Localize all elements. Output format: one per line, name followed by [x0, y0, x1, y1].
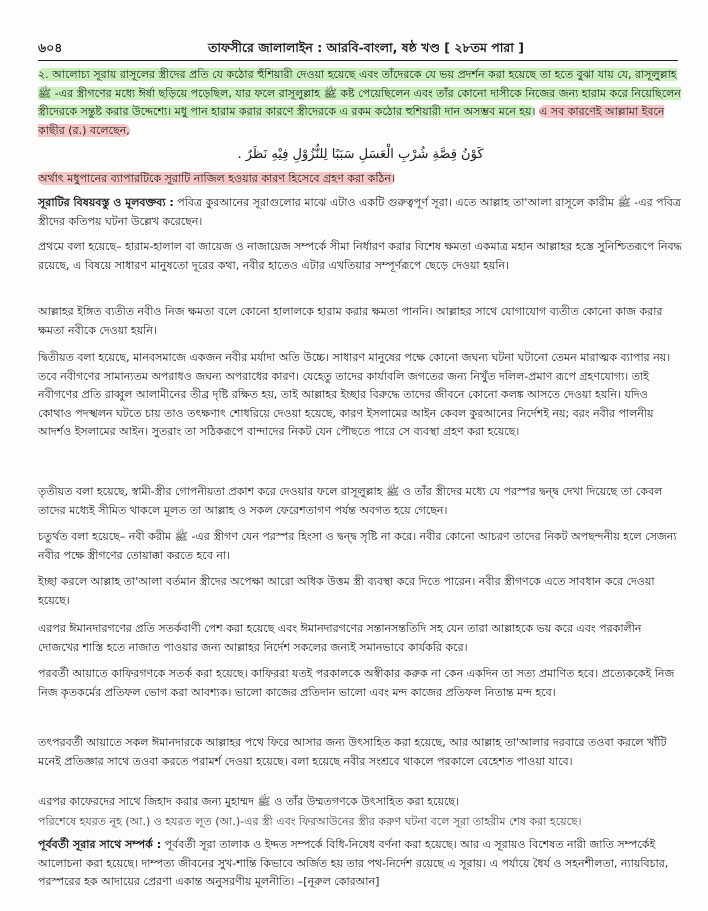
red-highlight-inline: এ সব কারণেই আল্লামা ইবনে কাছীর (র.) বলেছেন,	[38, 105, 665, 137]
paragraph-third: দ্বিতীয়ত বলা হয়েছে, মানবসমাজে একজন নবীর মর্যাদা অতি উচ্চে। সাধারণ মানুষের পক্ষে কোনো জঘন্য ঘটনা ঘটানো তেমন মারাত্মক ব্যাপার নয়। তবে নবীগণের সামান্যতম অপরাধও জঘন্য অপরাধের কারণ। যেহেতু তাদের কার্যাবলি জগতের জন্য নিখুঁত দলিল-প্রমাণ রূপে গ্রহণযোগ্য। তাই নবীগণের প্রতি রাব্বুল আলামীনের তীব্র দৃষ্টি রক্ষিত হয়, তাই আল্লাহর ইচ্ছার বিরুদ্ধে তাদের জীবনে কোনো কলঙ্ক আসতে দেওয়া হয়নি। যদিও কোথাও পদস্খলন ঘটতে চায় তাও তৎক্ষণাৎ শোধরিয়ে দেওয়া হয়েছে, কারণ ইসলামের আইন কেবল কুরআনের নির্দেশই নয়; বরং নবীর পালনীয় আদর্শও ইসলামের আইন। সুতরাং তা সঠিকরূপে বান্দাদের নিকট যেন পৌছতে পারে সে ব্যবস্থা গ্রহণ করা হয়েছে।	[38, 351, 671, 439]
paragraph-fifth: চতুর্থত বলা হয়েছে– নবী করীম ﷺ -এর স্ত্রীগণ যেন পরস্পর হিংসা ও দ্বন্দ্ব সৃষ্টি না করে। নবীর কোনো আচরণ তাদের নিকট অপছন্দনীয় হলে সেজন্য নবীর পক্ষে স্ত্রীগণের তোয়াক্কা করতে হবে না।	[38, 530, 677, 562]
paragraph-first: প্রথমে বলা হয়েছে– হারাম-হালাল বা জায়েজ ও নাজায়েজ সম্পর্কে সীমা নির্ধারণ করার বিশেষ ক্ষমতা একমাত্র মহান আল্লাহর হস্তে সুনিশ্চিতরূপে নিবদ্ধ রয়েছে, এ বিষয়ে সাধারণ মানুষতো দূরের কথা, নবীর হাতেও এটার এখতিয়ার সম্পূর্ণরূপে ছেড়ে দেওয়া হয়নি।	[38, 240, 682, 272]
red-highlight-line: অর্থাৎ মধুপানের ব্যাপারটিকে সূরাটি নাজিল হওয়ার কারণ হিসেবে গ্রহণ করা কঠিন।	[38, 172, 395, 185]
relation-text: পূর্ববর্তী সূরা তালাক ও ইদ্দত সম্পর্কে বিধি-নিষেধ বর্ণনা করা হয়েছে। আর এ সূরায়ও বিশেষত নারী জাতি সম্পর্কেই আলোচনা করা হয়েছে। দাম্পত্য জীবনের সুখ-শান্তি কিভাবে অর্জিত হয় তার পথ-নির্দেশ রয়েছে এ সূরায়। এ পর্যায়ে ধৈর্য ও সহনশীলতা, ন্যায়বিচার, পরস্পরের হক আদায়ের প্রেরণা একান্ত অনুসরণীয় মূলনীতি। –[নূরুল কোরআন]	[38, 838, 669, 889]
paragraph-second: আল্লাহর ইঙ্গিত ব্যতীত নবীও নিজ ক্ষমতা বলে কোনো হালালকে হারাম করার ক্ষমতা পাননি। আল্লাহর সাথে যোগাযোগ ব্যতীত কোনো কাজ করার ক্ষমতা নবীকে দেওয়া হয়নি।	[38, 305, 663, 337]
paragraph-fourth: তৃতীয়ত বলা হয়েছে, স্বামী-স্ত্রীর গোপনীয়তা প্রকাশ করে দেওয়ার ফলে রাসূলুল্লাহ ﷺ ও তাঁর স্ত্রীদের মধ্যে যে পরস্পর দ্বন্দ্ব দেখা দিয়েছে তা কেবল তাদের মধ্যেই সীমিত থাকলে মূলত তা আল্লাহ ও সকল ফেরেশতাগণ পর্যন্ত অবগত হয়ে গেছেন।	[38, 485, 663, 517]
page-number: ৬০৪	[38, 40, 63, 55]
paragraph-seventh: এরপর ঈমানদারগণের প্রতি সতর্কবাণী পেশ করা হয়েছে এবং ঈমানদারগণের সন্তানসন্ততিদি সহ যেন তারা আল্লাহকে ভয় করে এবং পরকালীন দোজখের শাস্তি হতে নাজাত পাওয়ার জন্য আল্লাহর নির্দেশ সকলের জন্যই সমানভাবে কার্যকরি করে।	[38, 622, 642, 654]
arabic-quote: كَوْنُ قِصَّةِ شُرْبِ الْعَسَلِ سَبَبًا لِلنُّزُوْلِ فِيْهِ نَظَرٌ .	[237, 147, 484, 162]
running-title: তাফসীরে জালালাইন : আরবি-বাংলা, ষষ্ঠ খণ্ড [ ২৮তম পারা ]	[208, 40, 524, 55]
relation-paragraph	[38, 836, 683, 892]
point-two-paragraph	[38, 66, 683, 140]
page-header	[38, 38, 678, 61]
paragraph-eleventh: পরিশেষে হযরত নূহ (আ.) ও হযরত লূত (আ.)-এর স্ত্রী এবং ফিরআউনের স্ত্রীর করুণ ঘটনা বলে সূরা তাহরীম শেষ করা হয়েছে।	[38, 815, 582, 828]
relation-heading: পূর্ববর্তী সূরার সাথে সম্পর্ক :	[38, 838, 162, 851]
subject-heading: সূরাটির বিষয়বস্তু ও মূলবক্তব্য :	[38, 196, 174, 209]
paragraph-eighth: পরবর্তী আয়াতে কাফিরগণকে সতর্ক করা হয়েছে। কাফিররা যতই পরকালকে অস্বীকার করুক না কেন একদিন তা সত্য প্রমাণিত হবে। প্রত্যেককেই নিজ নিজ কৃতকর্মের প্রতিফল ভোগ করা আবশ্যক। ভালো কাজের প্রতিদান ভালো এবং মন্দ কাজের প্রতিফল নিতান্ত মন্দ হবে।	[38, 667, 675, 699]
subject-text: পবিত্র কুরআনের সূরাগুলোর মাঝে এটাও একটি গুরুত্বপূর্ণ সূরা। এতে আল্লাহ তা'আলা রাসূলে কারীম ﷺ -এর পবিত্র স্ত্রীদের কতিপয় ঘটনা উল্লেখ করেছেন।	[38, 196, 681, 228]
paragraph-tenth: এরপর কাফেরদের সাথে জিহাদ করার জন্য মুহাম্মদ ﷺ ও তাঁর উম্মতগণকে উৎসাহিত করা হয়েছে।	[38, 795, 459, 808]
subject-paragraph	[38, 194, 683, 231]
green-highlight-text: ২. আলোচ্য সূরায় রাসূলের স্ত্রীদের প্রতি যে কঠোর হুঁশিয়ারী দেওয়া হয়েছে এবং তাঁদেরকে যে ভয় প্রদর্শন করা হয়েছে তা হতে বুঝা যায় যে, রাসূলুল্লাহ ﷺ -এর স্ত্রীগণের মধ্যে ঈর্ষা ছড়িয়ে পড়েছিল, যার ফলে রাসূলুল্লাহ ﷺ কষ্ট পেয়েছিলেন এবং তাঁর কোনো দাসীকে নিজের জন্য হারাম করে নিয়েছিলেন স্ত্রীদেরকে সন্তুষ্ট করার উদ্দেশ্যে। মধু পান হারাম করার কারণে স্ত্রীদেরকে এ রকম কঠোর হুশিয়ারী দান অসম্ভব মনে হয়।	[38, 68, 681, 119]
paragraph-sixth: ইচ্ছা করলে আল্লাহ তা'আলা বর্তমান স্ত্রীদের অপেক্ষা আরো অধিক উত্তম স্ত্রী ব্যবস্থা করে দিতে পারেন। নবীর স্ত্রীগণকে এতে সাবধান করে দেওয়া হয়েছে।	[38, 575, 655, 607]
paragraph-ninth: তৎপরবর্তী আয়াতে সকল ঈমানদারকে আল্লাহর পথে ফিরে আসার জন্য উৎসাহিত করা হয়েছে, আর আল্লাহ তা'আলার দরবারে তওবা করলে খাঁটি মনেই প্রতিজ্ঞার সাথে তওবা করতে পরামর্শ দেওয়া হয়েছে। বলা হয়েছে নবীর সংশ্রবে থাকলে পরকালে বেহেশত পাওয়া যাবে।	[38, 736, 667, 768]
red-highlight-line-wrap	[38, 170, 683, 189]
